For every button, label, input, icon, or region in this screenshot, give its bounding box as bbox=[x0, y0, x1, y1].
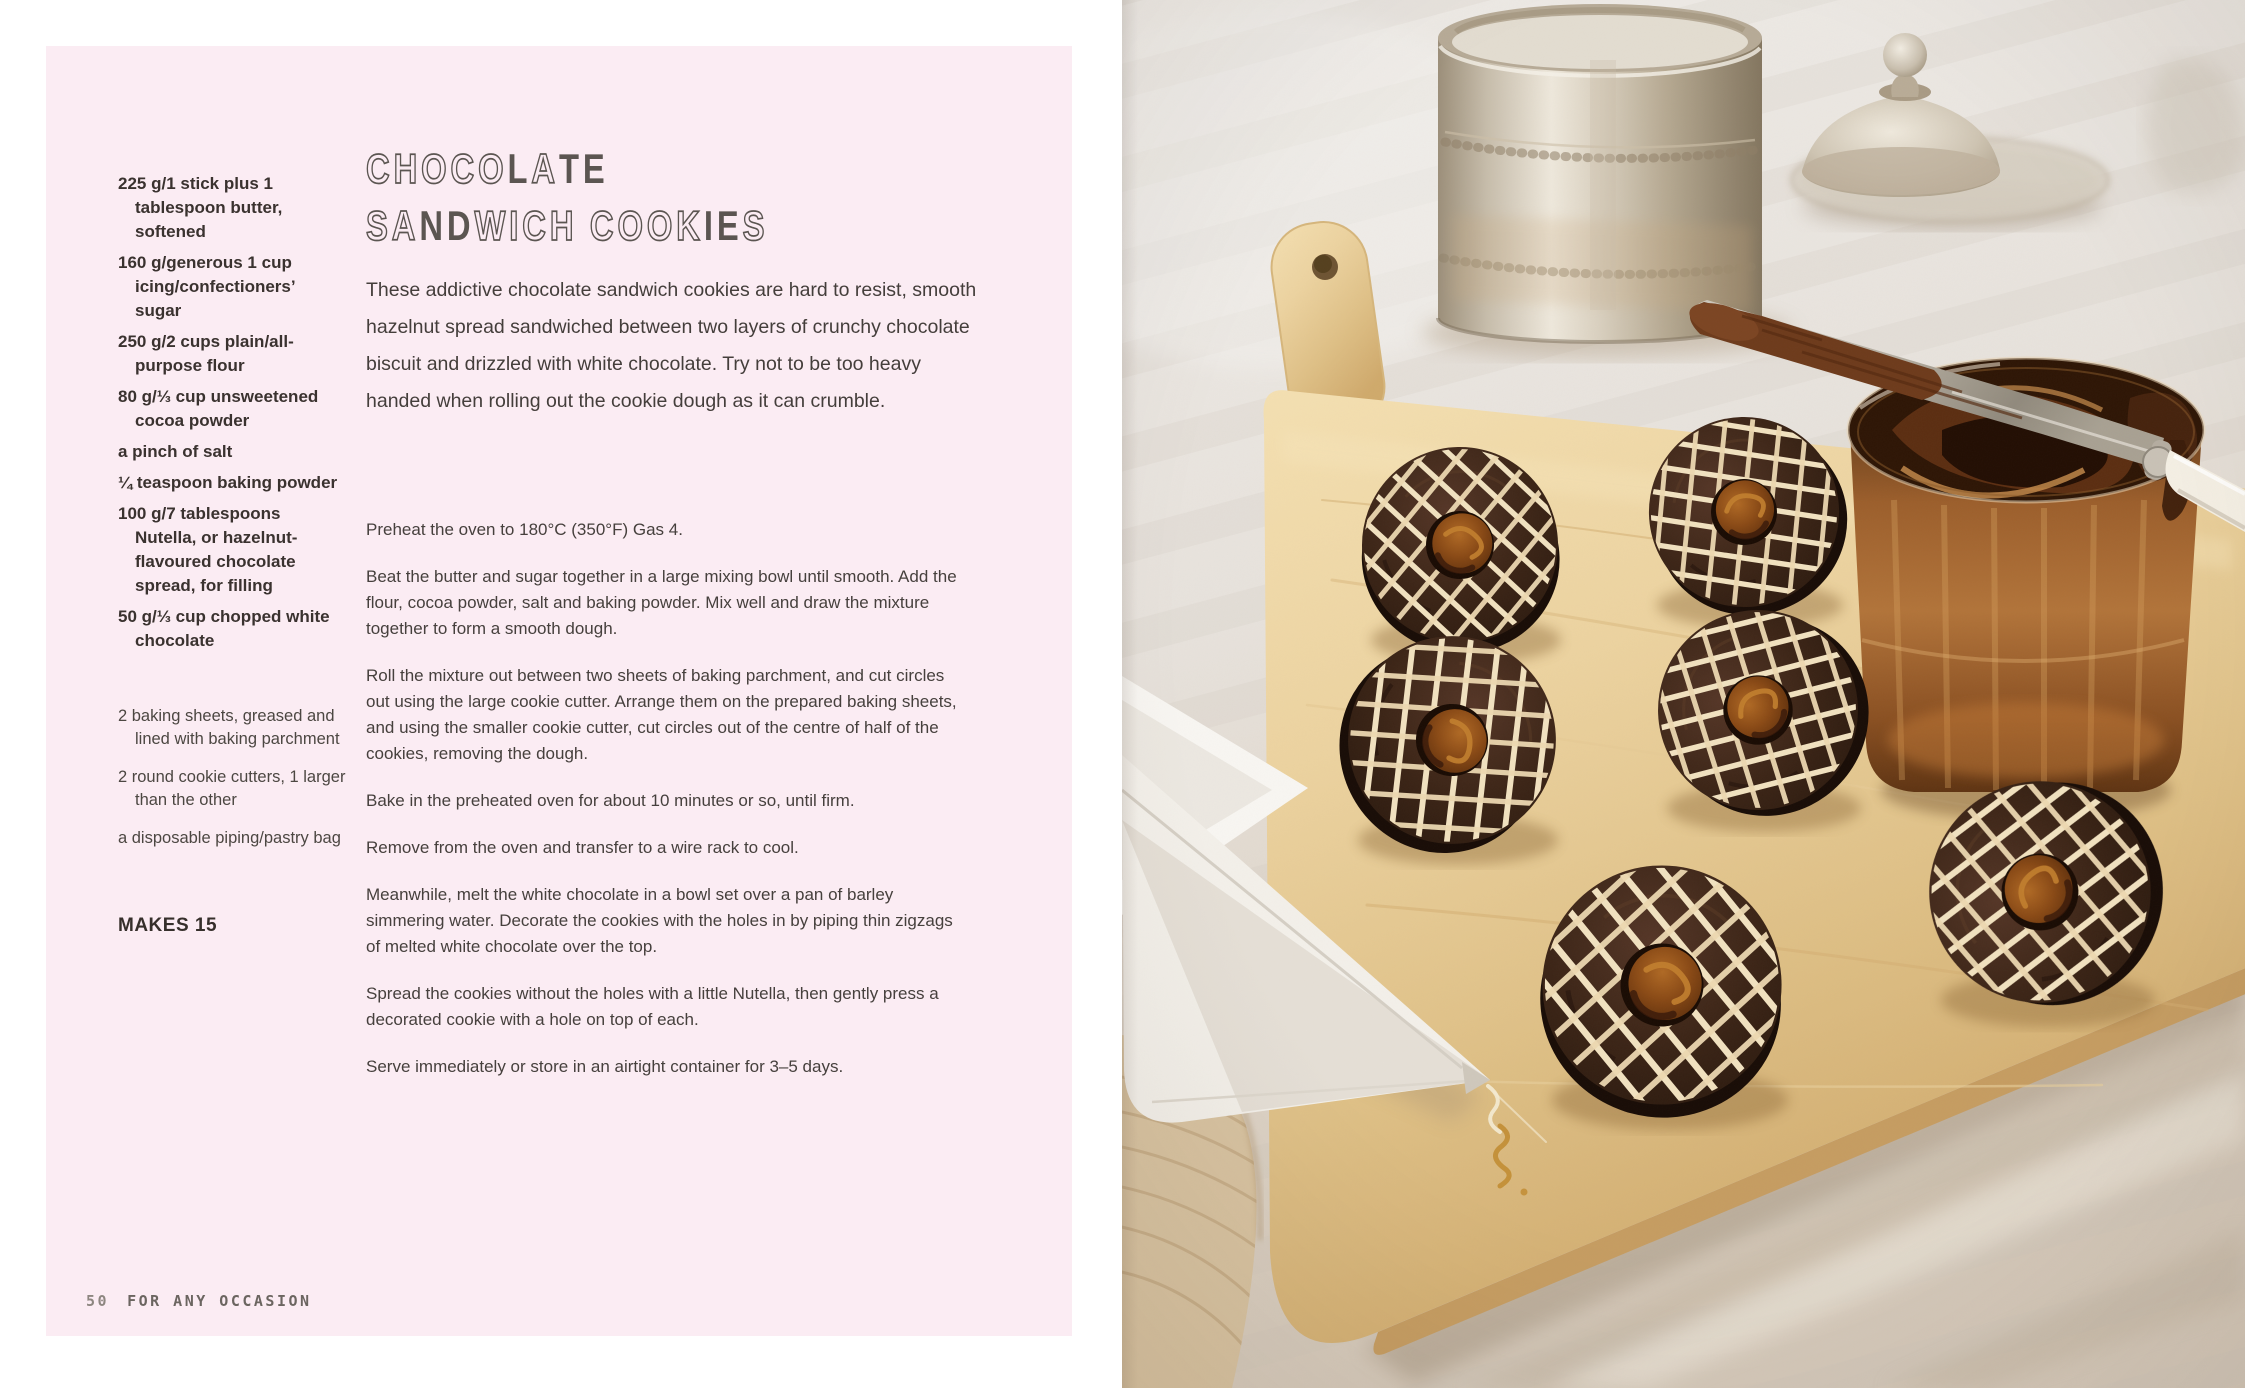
title-letter: C bbox=[366, 145, 394, 192]
method-step: Meanwhile, melt the white chocolate in a bowl set over a pan of barley simmering water. Decorate the cookies with the holes in by piping thin zigzags of melted white chocolate over the top. bbox=[366, 885, 953, 956]
title-letter: A bbox=[391, 202, 420, 249]
ingredient-item: 225 g/1 stick plus 1 tablespoon butter, softened bbox=[118, 174, 283, 241]
title-letter: A bbox=[531, 145, 559, 192]
title-letter bbox=[577, 197, 589, 254]
title-line bbox=[366, 140, 768, 197]
recipe-intro: These addictive chocolate sandwich cookies are hard to resist, smooth hazelnut spread sandwiched between two layers of crunchy chocolate biscuit and drizzled with white chocolate. Try not to be too heavy handed when rolling out the cookie dough as it can crumble. bbox=[366, 279, 977, 412]
title-letter: C bbox=[450, 145, 479, 192]
title-letter: C bbox=[522, 202, 550, 249]
title-letter: C bbox=[589, 202, 618, 249]
method-step: Roll the mixture out between two sheets of baking parchment, and cut circles out using the large cookie cutter. Arrange them on the prepared baking sheets, and using the smaller cookie cutter, cut circles out of the centre of half of the cookies, removing the dough. bbox=[366, 666, 957, 763]
section-title: FOR ANY OCCASION bbox=[127, 1292, 312, 1310]
title-letter: S bbox=[366, 202, 392, 249]
ingredient-item: a pinch of salt bbox=[118, 442, 233, 461]
ingredient-item: 100 g/7 tablespoons Nutella, or hazelnut-flavoured chocolate spread, for filling bbox=[118, 504, 298, 595]
recipe-page bbox=[0, 0, 1122, 1388]
ingredient-item: ¼ teaspoon baking powder bbox=[118, 473, 338, 492]
title-letter: E bbox=[582, 145, 609, 192]
page-spine-shadow bbox=[1122, 0, 1138, 1388]
title-letter: N bbox=[419, 202, 447, 249]
title-letter: T bbox=[558, 145, 583, 192]
method-step: Bake in the preheated oven for about 10 minutes or so, until firm. bbox=[366, 791, 855, 810]
title-line bbox=[366, 197, 768, 254]
title-letter: D bbox=[446, 202, 475, 249]
method-step: Serve immediately or store in an airtight container for 3–5 days. bbox=[366, 1057, 844, 1076]
title-letter: O bbox=[646, 202, 677, 249]
title-letter: E bbox=[716, 202, 743, 249]
method-step: Spread the cookies without the holes with a little Nutella, then gently press a decorated cookie with a hole on top of each. bbox=[366, 984, 939, 1029]
ingredient-item: 250 g/2 cups plain/all-purpose flour bbox=[118, 332, 294, 375]
equipment-item: 2 round cookie cutters, 1 larger than the other bbox=[118, 768, 346, 809]
page-number: 50 bbox=[86, 1292, 110, 1310]
recipe-title bbox=[366, 140, 882, 254]
title-letter: O bbox=[478, 145, 508, 192]
ingredient-item: 50 g/⅓ cup chopped white chocolate bbox=[118, 607, 330, 650]
title-letter: O bbox=[421, 145, 451, 192]
method-steps bbox=[366, 517, 966, 1101]
ingredient-item: 160 g/generous 1 cup icing/confectioners’ sugar bbox=[118, 253, 295, 320]
equipment-item: a disposable piping/pastry bag bbox=[118, 829, 341, 847]
title-letter: H bbox=[393, 145, 422, 192]
title-letter: W bbox=[474, 202, 510, 249]
recipe-photo bbox=[1122, 0, 2245, 1388]
title-letter: H bbox=[549, 202, 578, 249]
equipment-list bbox=[118, 705, 358, 865]
method-step: Beat the butter and sugar together in a large mixing bowl until smooth. Add the flour, cocoa powder, salt and baking powder. Mix well and draw the mixture together to form a smooth dough. bbox=[366, 567, 957, 638]
makes-label: MAKES 15 bbox=[118, 915, 218, 936]
method-step: Preheat the oven to 180°C (350°F) Gas 4. bbox=[366, 520, 683, 539]
ingredients-list bbox=[118, 172, 344, 660]
title-letter: S bbox=[742, 202, 769, 249]
method-step: Remove from the oven and transfer to a wire rack to cool. bbox=[366, 838, 799, 857]
page-footer bbox=[86, 1292, 312, 1310]
title-letter: I bbox=[703, 202, 717, 249]
title-letter: K bbox=[676, 202, 704, 249]
photo-grain bbox=[1122, 0, 2245, 1388]
ingredient-item: 80 g/⅓ cup unsweetened cocoa powder bbox=[118, 387, 319, 430]
equipment-item: 2 baking sheets, greased and lined with baking parchment bbox=[118, 707, 340, 748]
title-letter: I bbox=[509, 202, 523, 249]
title-letter: O bbox=[617, 202, 647, 249]
title-letter: L bbox=[507, 145, 532, 192]
